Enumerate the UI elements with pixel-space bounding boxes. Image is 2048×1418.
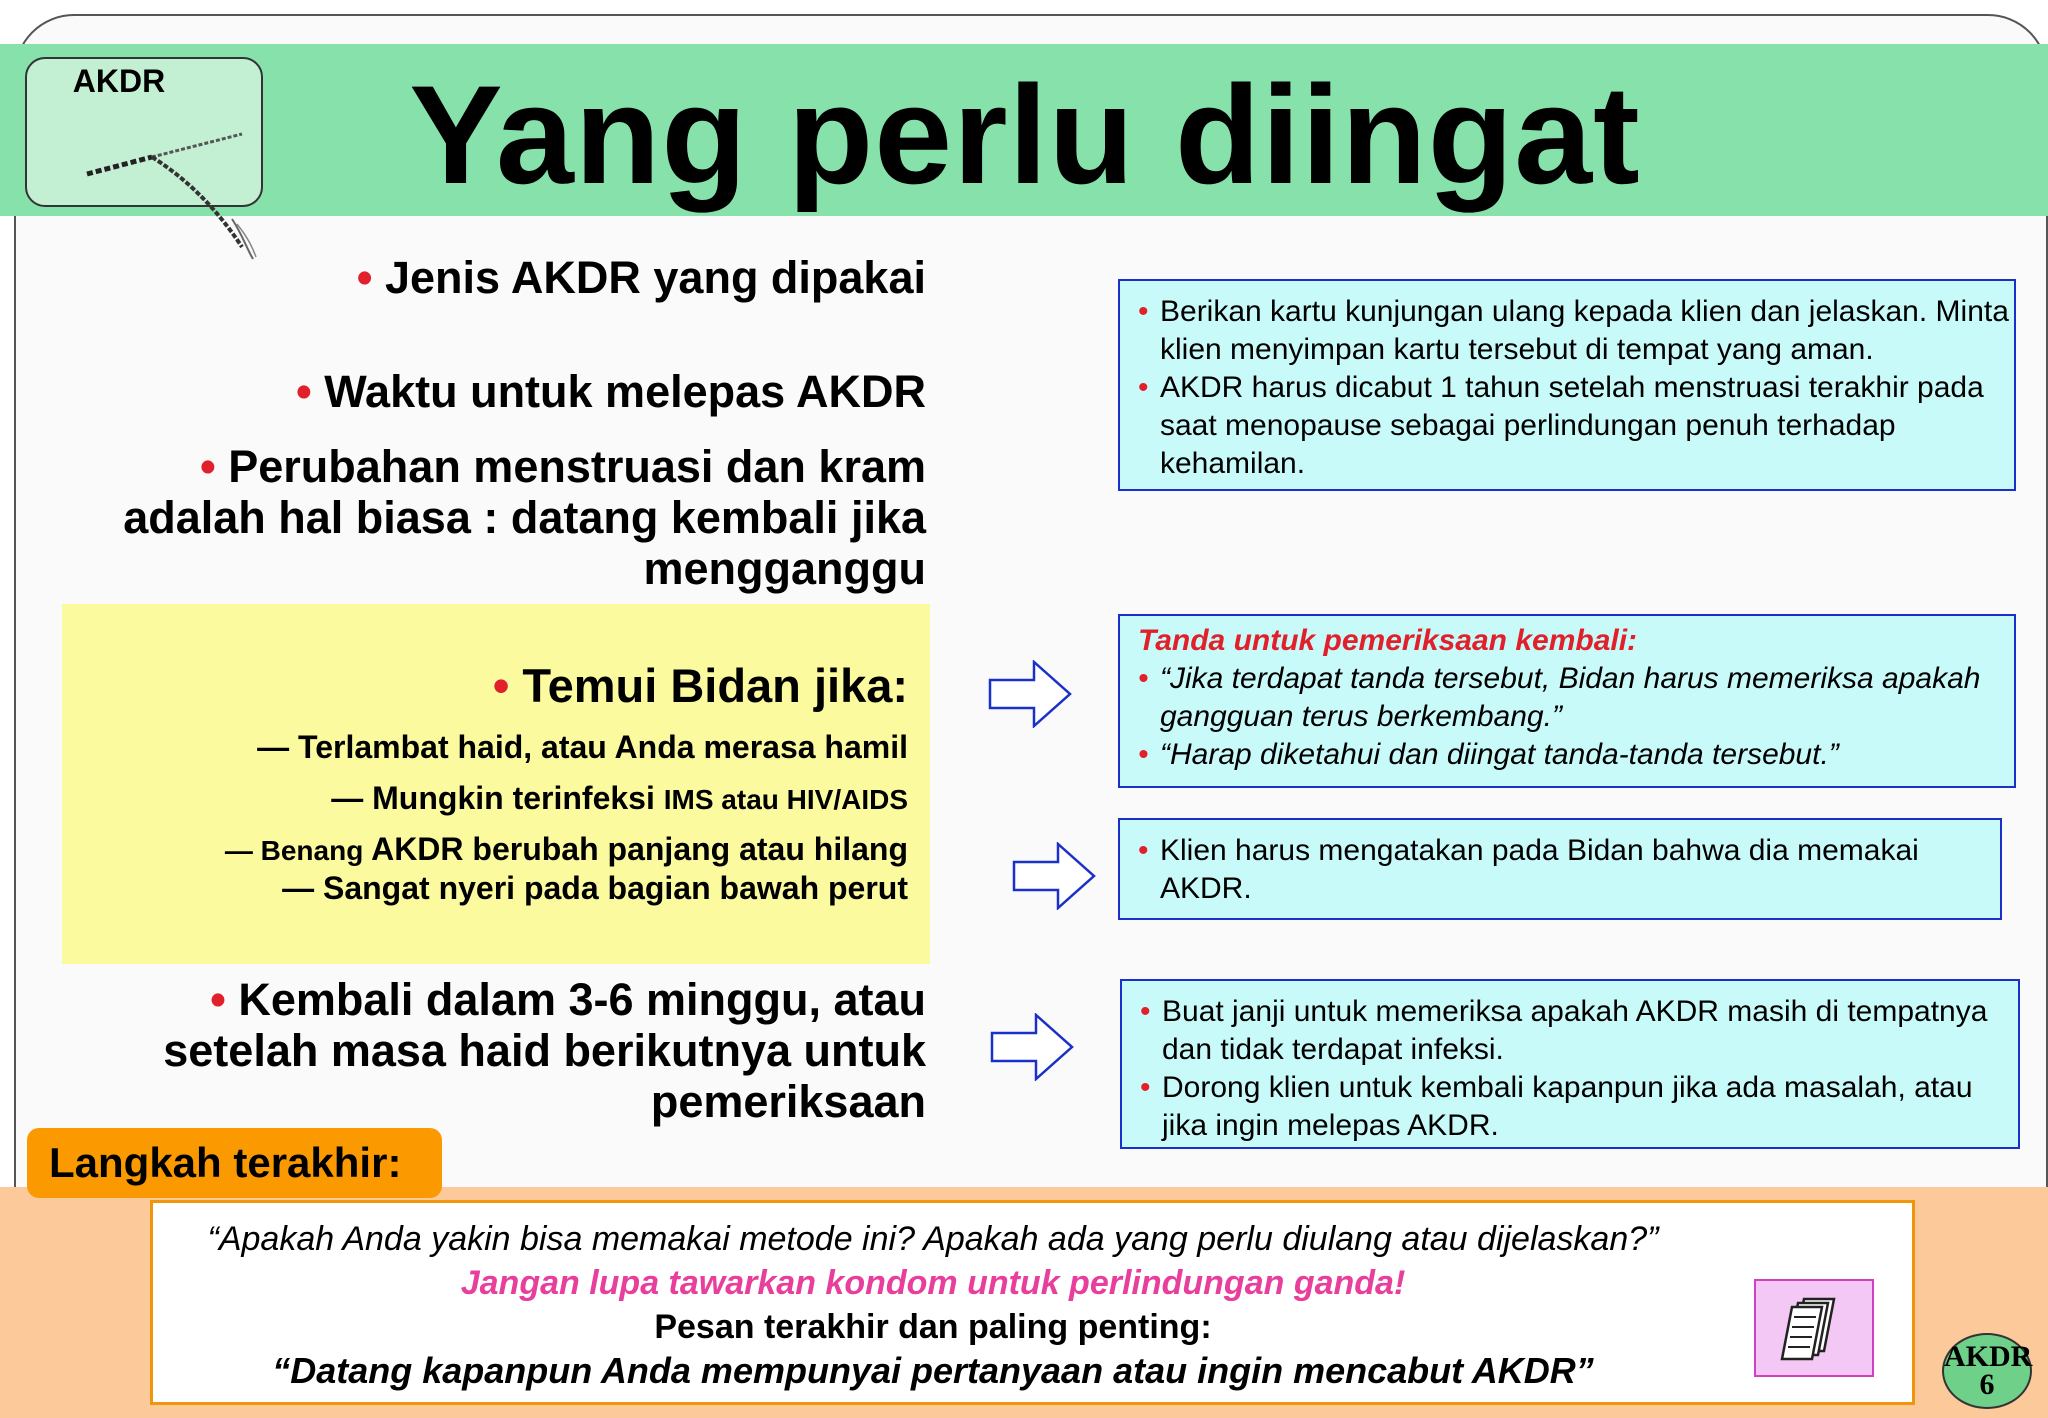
arrow-right-icon [990, 1013, 1074, 1081]
sub-item-benang-b: AKDR berubah panjang atau hilang [371, 831, 908, 867]
info-box-kartu [1118, 279, 2016, 491]
bullet-dot: • [492, 659, 523, 712]
bullet-dot: • [210, 974, 239, 1025]
info-item: • “Harap diketahui dan diingat tanda-tanda tersebut.” [1120, 736, 2014, 774]
sub-item-infeksi-a: — Mungkin terinfeksi [331, 780, 664, 816]
bullet-dot: • [356, 252, 385, 303]
page-title: Yang perlu diingat [409, 56, 1641, 213]
closing-question: “Apakah Anda yakin bisa memakai metode ini? Apakah ada yang perlu diulang atau dijelaskan?” [207, 1220, 1659, 1258]
iud-device-icon [57, 99, 257, 269]
sub-item-infeksi [331, 779, 908, 819]
info-item: • “Jika terdapat tanda tersebut, Bidan harus memeriksa apakah gangguan terus berkembang.” [1120, 660, 2014, 736]
info-box-janji [1120, 979, 2020, 1149]
closing-message: “Datang kapanpun Anda mempunyai pertanyaan atau ingin mencabut AKDR” [272, 1350, 1594, 1391]
info-item: • Buat janji untuk memeriksa apakah AKDR masih di tempatnya dan tidak terdapat infeksi. [1122, 993, 2018, 1069]
item-jenis [357, 252, 926, 303]
item-waktu [296, 366, 926, 417]
bullet-dot: • [295, 366, 325, 417]
item-kembali-line1: Kembali dalam 3-6 minggu, atau [238, 974, 926, 1025]
item-kembali-line2: setelah masa haid berikutnya untuk [163, 1025, 926, 1076]
item-waktu-text: Waktu untuk melepas AKDR [324, 366, 926, 417]
info-item: • Klien harus mengatakan pada Bidan bahwa dia memakai AKDR. [1120, 832, 2000, 908]
page-badge [1942, 1333, 2032, 1409]
arrow-right-icon [988, 660, 1072, 728]
sub-item-nyeri: — Sangat nyeri pada bagian bawah perut [282, 870, 908, 906]
badge-label: AKDR [1944, 1340, 2033, 1373]
item-perubahan-line2: adalah hal biasa : datang kembali jika [123, 492, 926, 543]
closing-reminder: Jangan lupa tawarkan kondom untuk perlindungan ganda! [460, 1264, 1406, 1302]
item-perubahan-line1: Perubahan menstruasi dan kram [228, 441, 926, 492]
sub-item-infeksi-b: IMS atau HIV/AIDS [663, 784, 908, 815]
info-item: • Berikan kartu kunjungan ulang kepada klien dan jelaskan. Minta klien menyimpan kartu tersebut di tempat yang aman. [1120, 293, 2014, 369]
item-jenis-text: Jenis AKDR yang dipakai [385, 252, 926, 303]
langkah-tag: Langkah terakhir: [27, 1128, 442, 1198]
item-temui [493, 658, 908, 713]
item-perubahan-line3: mengganggu [643, 543, 926, 594]
info-item: • AKDR harus dicabut 1 tahun setelah menstruasi terakhir pada saat menopause sebagai perlindungan penuh terhadap kehamilan. [1120, 369, 2014, 483]
arrow-right-icon [1012, 842, 1096, 910]
sub-item-benang-a: — Benang [224, 835, 372, 866]
closing-heading: Pesan terakhir dan paling penting: [654, 1308, 1212, 1346]
logo-label: AKDR [72, 63, 166, 99]
document-stack-icon [1754, 1279, 1874, 1377]
info-box-tanda [1118, 614, 2016, 788]
bullet-dot: • [199, 441, 229, 492]
item-perubahan [123, 441, 926, 594]
sub-item-benang [225, 830, 908, 870]
logo [25, 57, 263, 207]
item-temui-text: Temui Bidan jika: [522, 659, 908, 712]
sub-item-haid: — Terlambat haid, atau Anda merasa hamil [257, 729, 908, 765]
item-kembali-line3: pemeriksaan [650, 1076, 926, 1127]
info-item: • Dorong klien untuk kembali kapanpun jika ada masalah, atau jika ingin melepas AKDR. [1122, 1069, 2018, 1145]
item-kembali [163, 974, 926, 1127]
badge-number: 6 [1979, 1368, 1995, 1401]
info-box-heading: Tanda untuk pemeriksaan kembali: [1138, 624, 1638, 657]
closing-message-box [150, 1200, 1915, 1405]
info-box-klien [1118, 818, 2002, 920]
